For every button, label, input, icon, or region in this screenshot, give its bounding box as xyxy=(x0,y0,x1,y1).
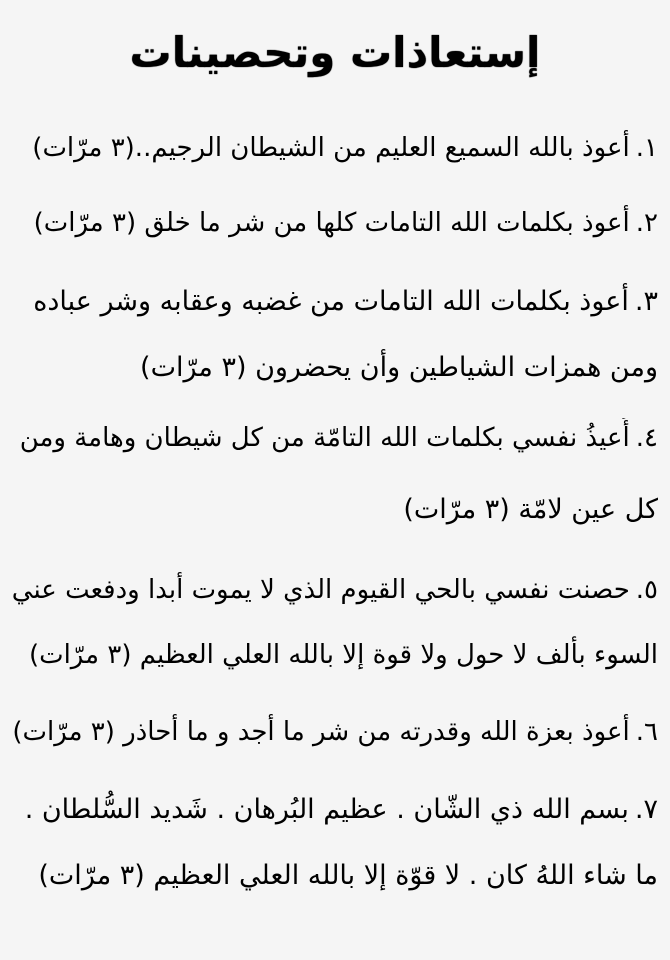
item-2-number: ٢. xyxy=(635,208,658,238)
page-title: إستعاذات وتحصينات xyxy=(129,28,541,77)
item-6-number: ٦. xyxy=(635,717,658,747)
item-3-line-1 xyxy=(12,282,658,322)
item-6-text: أعوذ بعزة الله وقدرته من شر ما أجد و ما أحاذر (٣ مرّات) xyxy=(12,717,630,747)
item-2-text: أعوذ بكلمات الله التامات كلها من شر ما خلق (٣ مرّات) xyxy=(33,208,630,238)
item-5-text-2: السوء بألف لا حول ولا قوة إلا بالله العلي العظيم (٣ مرّات) xyxy=(28,640,658,670)
item-7-number: ٧. xyxy=(634,794,658,825)
item-4-text-1: أُعيذُ نفسي بكلمات الله التامّة من كل شيطان وهامة ومن xyxy=(19,423,630,453)
item-5-line-2 xyxy=(12,635,658,675)
item-3-line-2 xyxy=(12,348,658,388)
item-3-text-2: ومن همزات الشياطين وأن يحضرون (٣ مرّات) xyxy=(140,352,658,383)
item-1-text: أعوذ بالله السميع العليم من الشيطان الرجيم..(٣ مرّات) xyxy=(32,133,630,163)
item-7-line-1 xyxy=(12,790,658,830)
item-7-line-2 xyxy=(12,856,658,896)
item-7-text-1: بسم الله ذي الشّان . عظيم البُرهان . شَديد السُّلطان . xyxy=(24,794,629,825)
item-6-line-1 xyxy=(12,712,658,752)
item-4-number: ٤. xyxy=(635,423,658,453)
item-7-text-2: ما شاء اللهُ كان . لا قوّة إلا بالله العلي العظيم (٣ مرّات) xyxy=(38,860,658,891)
item-3-text-1: أعوذ بكلمات الله التامات من غضبه وعقابه وشر عباده xyxy=(33,286,629,317)
item-1-line-1 xyxy=(12,128,658,168)
item-4-line-2 xyxy=(12,490,658,530)
item-1-number: ١. xyxy=(635,133,658,163)
item-3-number: ٣. xyxy=(634,286,658,317)
item-5-text-1: حصنت نفسي بالحي القيوم الذي لا يموت أبدا ودفعت عني xyxy=(12,575,630,605)
item-2-line-1 xyxy=(12,203,658,243)
item-4-line-1 xyxy=(12,418,658,458)
item-5-line-1 xyxy=(12,570,658,610)
item-4-text-2: كل عين لامّة (٣ مرّات) xyxy=(403,494,658,525)
item-5-number: ٥. xyxy=(635,575,658,605)
